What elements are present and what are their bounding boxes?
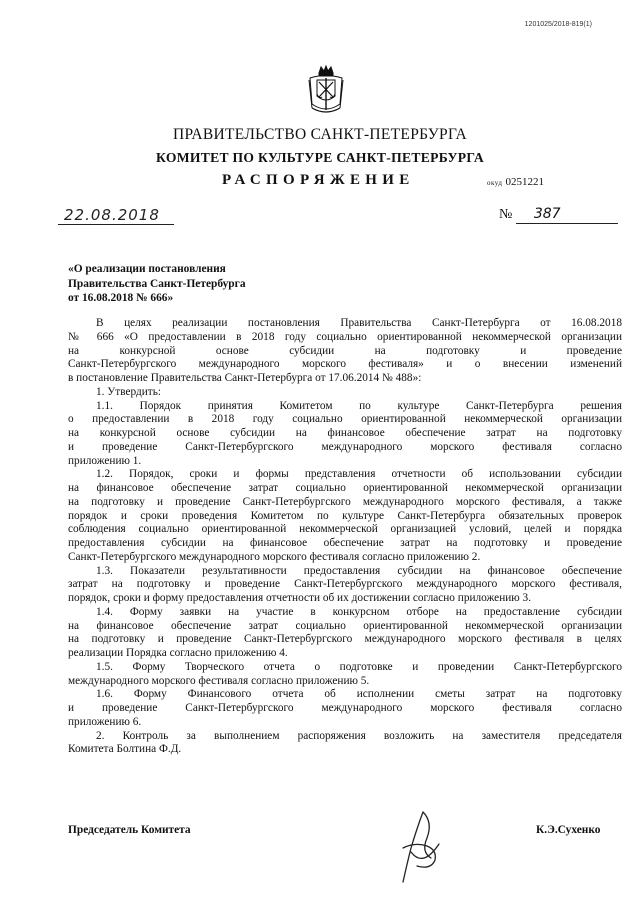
paragraph-line: 1.2. Порядок, сроки и формы представления отчетности об использовании субсидии (96, 468, 622, 481)
paragraph (68, 386, 622, 400)
paragraph (68, 317, 622, 386)
coat-of-arms-emblem (306, 64, 346, 120)
paragraph-line: международного морского фестиваля согласно приложению 5. (68, 674, 370, 687)
signatory-name: К.Э.Сухенко (536, 824, 601, 836)
document-type-heading: РАСПОРЯЖЕНИЕ (222, 172, 415, 188)
paragraph-line: Санкт-Петербургского международного морского фестиваля» и о внесении изменений (68, 358, 622, 371)
okud-value: 0251221 (505, 176, 544, 188)
paragraph-line: приложению 6. (68, 715, 142, 728)
paragraph-line: 1.4. Форму заявки на участие в конкурсном отборе на предоставление субсидии (96, 605, 622, 618)
paragraph (68, 661, 622, 689)
paragraph (68, 400, 622, 469)
number-value: 387 (516, 206, 618, 224)
title-line: Правительства Санкт-Петербурга (68, 277, 246, 290)
paragraph-line: 1. Утвердить: (96, 385, 162, 398)
paragraph (68, 606, 622, 661)
paragraph-line: на финансовое обеспечение затрат социально ориентированной некоммерческой организации (68, 482, 622, 494)
paragraph-line: 1.3. Показатели результативности предоставления субсидии на финансовое обеспечение (96, 564, 622, 577)
paragraph-line: на конкурсной основе субсидии на подготовку и проведение (68, 344, 622, 357)
paragraph-line: В целях реализации постановления Правительства Санкт-Петербурга от 16.08.2018 (96, 317, 622, 329)
paragraph-line: на финансовое обеспечение затрат социально ориентированной некоммерческой организации (68, 619, 622, 632)
document-title (68, 262, 246, 306)
paragraph-line: и проведение Санкт-Петербургского международного морского фестиваля согласно (68, 702, 622, 714)
signatory-title: Председатель Комитета (68, 824, 191, 836)
paragraph-line: на подготовку и проведение Санкт-Петербургского международного морского фестиваля, а также (68, 495, 622, 508)
paragraph-line: приложению 1. (68, 454, 142, 467)
paragraph-line: и проведение Санкт-Петербургского международного морского фестиваля согласно (68, 440, 622, 453)
paragraph-line: 1.5. Форму Творческого отчета о подготовке и проведении Санкт-Петербургского (96, 660, 622, 673)
paragraph (68, 468, 622, 564)
paragraph-line: № 666 «О предоставлении в 2018 году социально ориентированной некоммерческой организации (68, 330, 622, 343)
paragraph (68, 565, 622, 606)
paragraph-line: предоставления субсидии на финансовое обеспечение затрат на подготовку и проведение (68, 537, 622, 549)
paragraph-line: на конкурсной основе субсидии на финансовое обеспечение затрат на подготовку (68, 427, 622, 439)
number-label: № (499, 207, 513, 222)
paragraph-line: порядок, сроки и форму предоставления отчетности об их достижении согласно приложению 3. (68, 592, 532, 604)
paragraph-line: 2. Контроль за выполнением распоряжения возложить на заместителя председателя (96, 729, 622, 742)
okud-label: окуд (487, 179, 503, 187)
document-number (499, 206, 618, 224)
paragraph-line: затрат на подготовку и проведение Санкт-Петербургского международного морского фестиваля, (68, 578, 622, 591)
title-line: «О реализации постановления (68, 263, 226, 275)
paragraph-line: о предоставлении в 2018 году социально ориентированной некоммерческой организации (68, 413, 622, 426)
government-heading: ПРАВИТЕЛЬСТВО САНКТ-ПЕТЕРБУРГА (172, 126, 468, 143)
okud-code (487, 176, 544, 188)
paragraph (68, 688, 622, 729)
registration-number: 1201025/2018-819(1) (524, 21, 592, 28)
paragraph-line: соблюдения социально ориентированной некоммерческой организацией условий, целей и порядка (68, 523, 622, 536)
title-line: от 16.08.2018 № 666» (68, 292, 174, 304)
paragraph-line: на подготовку и проведение Санкт-Петербургского международного морского фестиваля в целях (68, 633, 622, 646)
paragraph-line: в постановление Правительства Санкт-Петербурга от 17.06.2014 № 488»: (68, 372, 422, 384)
document-date: 22.08.2018 (58, 206, 174, 225)
paragraph-line: Санкт-Петербургского международного морского фестиваля согласно приложению 2. (68, 550, 481, 563)
paragraph (68, 730, 622, 758)
paragraph-line: 1.1. Порядок принятия Комитетом по культуре Санкт-Петербурга решения (96, 399, 622, 412)
paragraph-line: Комитета Болтина Ф.Д. (68, 743, 182, 756)
paragraph-line: порядок и сроки проведения Комитетом по культуре Санкт-Петербурга обязательных проверок (68, 509, 622, 522)
handwritten-signature (393, 808, 453, 888)
committee-heading: КОМИТЕТ ПО КУЛЬТУРЕ САНКТ-ПЕТЕРБУРГА (156, 150, 484, 165)
document-body (68, 317, 622, 757)
paragraph-line: 1.6. Форму Финансового отчета об исполнении сметы затрат на подготовку (96, 688, 622, 701)
paragraph-line: реализации Порядка согласно приложению 4. (68, 647, 288, 659)
